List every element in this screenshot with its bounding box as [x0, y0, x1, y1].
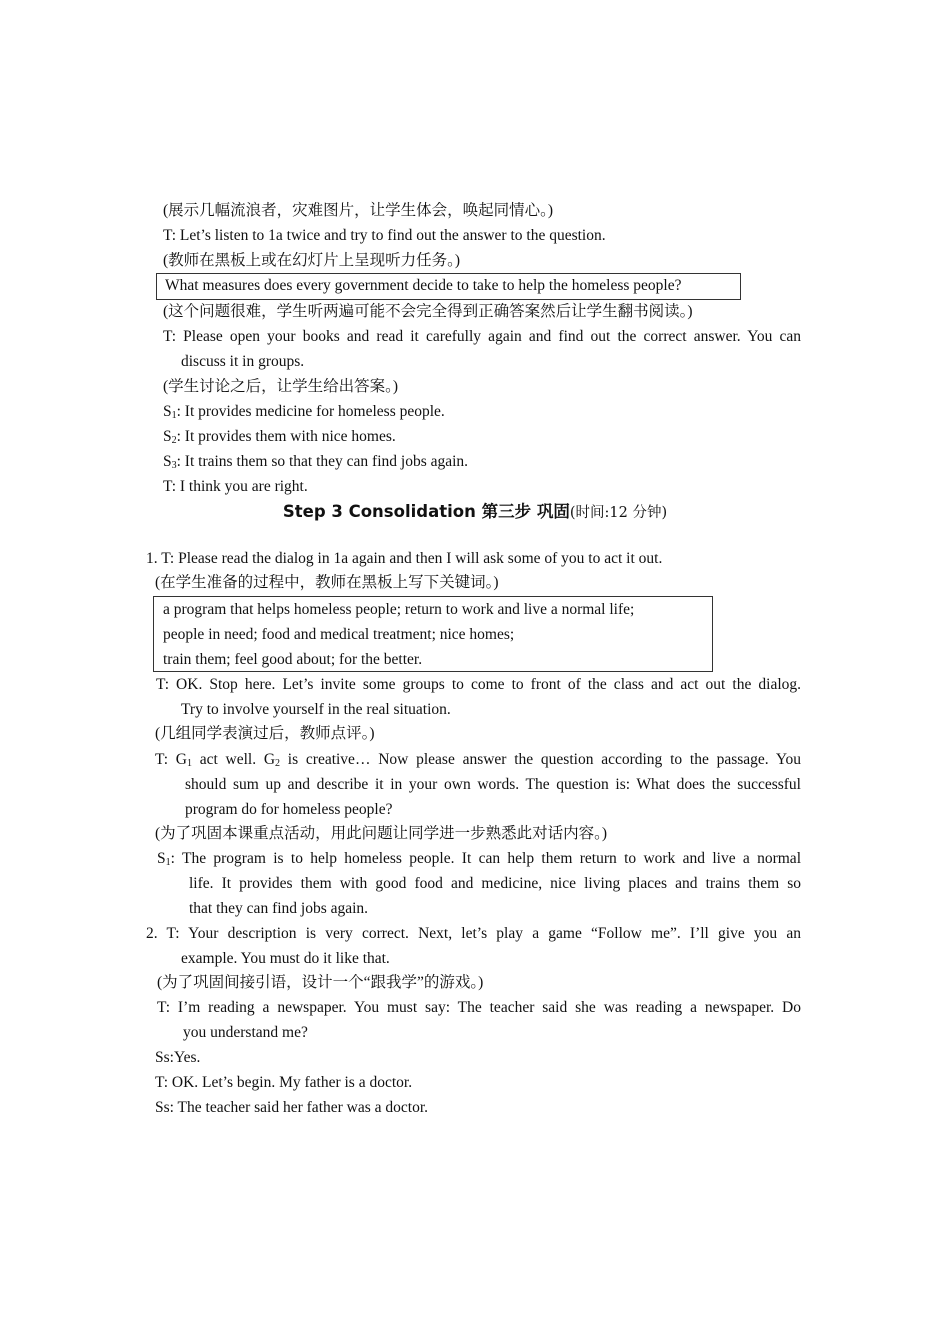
teacher-example-line1: T: I’m reading a newspaper. You must say: The teacher said she was reading a newspaper. Do [157, 999, 801, 1016]
note-teacher-comment: (几组同学表演过后，教师点评。) [155, 725, 375, 742]
note-listening-task: (教师在黑板上或在幻灯片上呈现听力任务。) [163, 252, 461, 269]
student1-summary-line1: $S_1$: The program is to help homeless people. It can help them return to work and live a normal [157, 850, 801, 868]
question-box [156, 273, 741, 300]
teacher-groups-line2: should sum up and describe it in your own words. The question is: What does the successful [185, 776, 801, 793]
note-keywords: (在学生准备的过程中，教师在黑板上写下关键词。) [155, 574, 499, 591]
item1-instruction: 1. T: Please read the dialog in 1a again and then I will ask some of you to act it out. [146, 550, 663, 567]
teacher-begin: T: OK. Let’s begin. My father is a doctor. [155, 1074, 413, 1091]
student1-summary-line2: life. It provides them with good food and medicine, nice living places and trains them so [189, 875, 801, 892]
teacher-listen-line: T: Let’s listen to 1a twice and try to find out the answer to the question. [163, 227, 606, 244]
student3-answer: $S_3$: It trains them so that they can find jobs again. [163, 453, 469, 471]
item2-line1: 2. T: Your description is very correct. Next, let’s play a game “Follow me”. I’ll give you an [146, 925, 801, 942]
teacher-confirm: T: I think you are right. [163, 478, 308, 495]
teacher-open-books-line2: discuss it in groups. [181, 353, 305, 370]
student1-summary-line3: that they can find jobs again. [189, 900, 369, 917]
teacher-stop-line1: T: OK. Stop here. Let’s invite some groups to come to front of the class and act out the dialog. [156, 676, 801, 693]
note-after-discussion: (学生讨论之后，让学生给出答案。) [163, 378, 399, 395]
question-text: What measures does every government decide to take to help the homeless people? [165, 277, 682, 294]
keywords-line: a program that helps homeless people; return to work and live a normal life; [163, 601, 635, 618]
student1-answer: $S_1$: It provides medicine for homeless people. [163, 403, 445, 421]
students-yes: Ss:Yes. [155, 1049, 201, 1066]
keywords-line: train them; feel good about; for the better. [163, 651, 423, 668]
teacher-example-line2: you understand me? [183, 1024, 308, 1041]
teacher-groups-line3: program do for homeless people? [185, 801, 393, 818]
keywords-line: people in need; food and medical treatment; nice homes; [163, 626, 515, 643]
keywords-box [153, 596, 713, 672]
note-show-pictures: (展示几幅流浪者，灾难图片，让学生体会，唤起同情心。) [163, 202, 554, 219]
step3-title: Step 3 Consolidation 第三步 巩固 [282, 502, 570, 521]
step3-heading [0, 501, 950, 524]
note-consolidate: (为了巩固本课重点活动，用此问题让同学进一步熟悉此对话内容。) [155, 825, 608, 842]
item2-line2: example. You must do it like that. [181, 950, 390, 967]
note-follow-me: (为了巩固间接引语，设计一个“跟我学”的游戏。) [157, 974, 484, 991]
teacher-groups-line1: T: $G_1$ act well. $G_2$ is creative… Now please answer the question according to the passage. You [155, 751, 801, 769]
note-difficult-question: (这个问题很难，学生听两遍可能不会完全得到正确答案然后让学生翻书阅读。) [163, 303, 693, 320]
students-doctor: Ss: The teacher said her father was a doctor. [155, 1099, 429, 1116]
teacher-open-books-line1: T: Please open your books and read it carefully again and find out the correct answer. You can [163, 328, 801, 345]
step3-time: (时间:12 分钟) [569, 505, 668, 521]
student2-answer: $S_2$: It provides them with nice homes. [163, 428, 396, 446]
teacher-stop-line2: Try to involve yourself in the real situation. [181, 701, 451, 718]
